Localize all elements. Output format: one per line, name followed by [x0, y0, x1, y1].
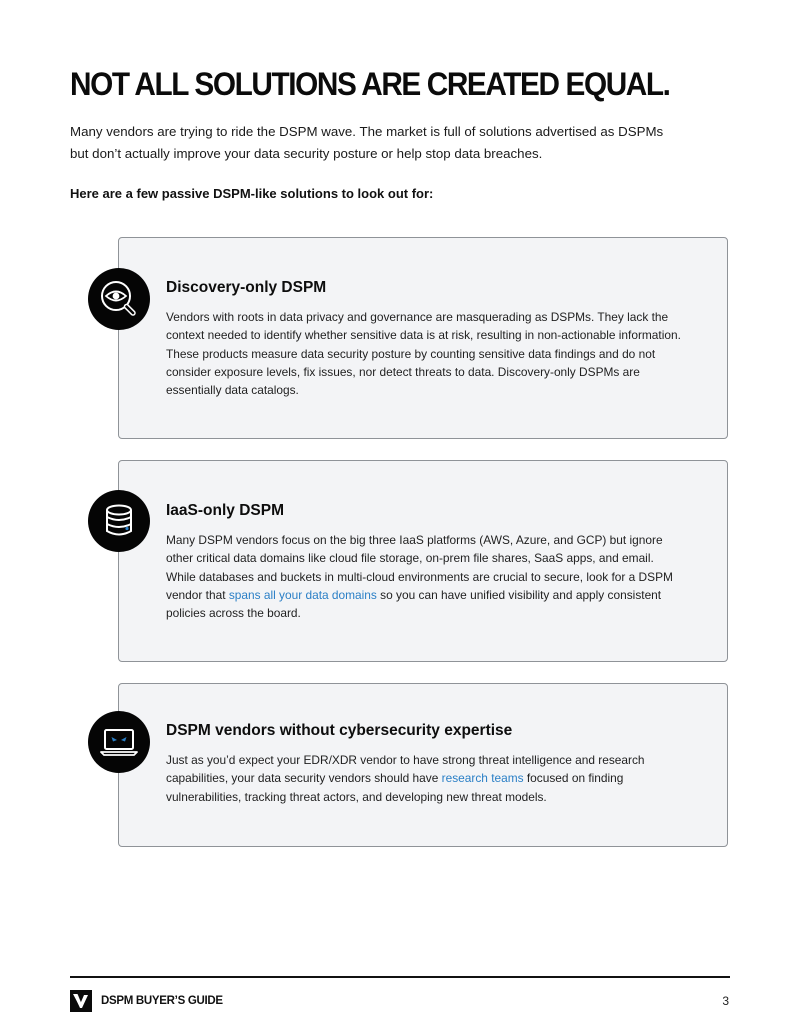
body-text: Many DSPM vendors focus on the big three IaaS platforms (AWS, Azure, and GCP) but ignore other critical data domains like cloud file storage, on-prem file shares, SaaS apps, and email. While databases and buckets in multi-cloud environments are crucial to secure, look for a DSPM vendor that [166, 533, 673, 602]
footer-divider [70, 976, 730, 978]
body-text: Just as you’d expect your EDR/XDR vendor to have strong threat intelligence and research capabilities, your data security vendors should have [166, 753, 645, 786]
eye-magnifier-icon [88, 268, 150, 330]
card-body: Vendors with roots in data privacy and governance are masquerading as DSPMs. They lack the context needed to identify whether sensitive data is at risk, resulting in non-actionable information. These products measure data security posture by counting sensitive data findings and do not consider exposure levels, fix issues, nor detect threats to data. Discovery-only DSPMs are essentially data catalogs. [166, 310, 681, 398]
footer-guide-label: DSPM BUYER’S GUIDE [101, 995, 223, 1007]
laptop-threat-icon [88, 711, 150, 773]
card-heading: Discovery-only DSPM [166, 279, 327, 296]
page-title: NOT ALL SOLUTIONS ARE CREATED EQUAL. [70, 66, 670, 102]
brand-logo-icon [70, 990, 92, 1012]
spans-all-data-domains-link[interactable]: spans all your data domains [228, 587, 377, 602]
card-body [166, 751, 686, 806]
page-number: 3 [722, 994, 729, 1008]
card-body [166, 531, 686, 622]
intro-paragraph: Many vendors are trying to ride the DSPM wave. The market is full of solutions advertised as DSPMs but don’t actually improve your data security posture or help stop data breaches. [70, 124, 664, 161]
lead-in-text: Here are a few passive DSPM-like solutions to look out for: [70, 186, 434, 201]
database-icon [88, 490, 150, 552]
card-heading: IaaS-only DSPM [166, 502, 284, 519]
card-heading: DSPM vendors without cybersecurity expertise [166, 722, 513, 739]
body-text: focused on finding vulnerabilities, tracking threat actors, and developing new threat models. [166, 771, 624, 804]
body-text: so you can have unified visibility and apply consistent policies across the board. [166, 587, 662, 621]
research-teams-link[interactable]: research teams [441, 771, 524, 786]
